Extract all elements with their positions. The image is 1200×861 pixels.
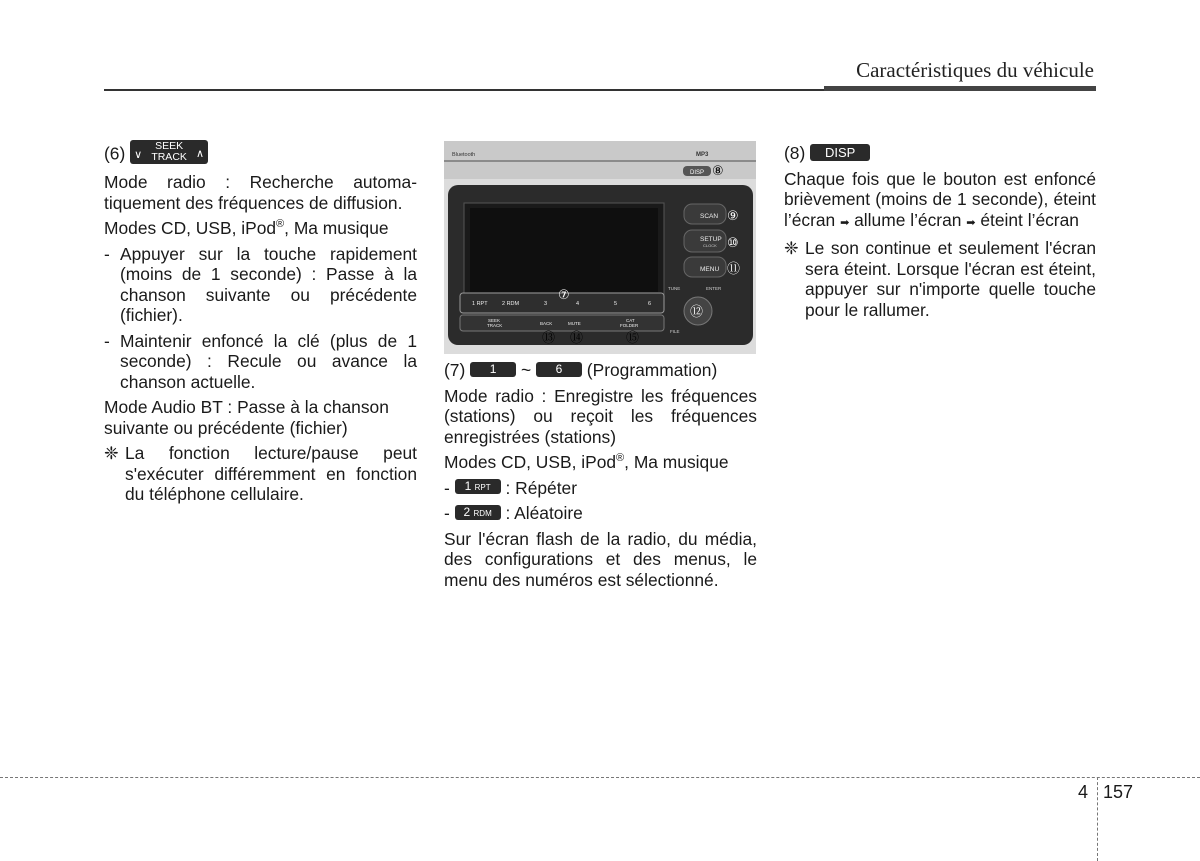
- arrow-right-icon: ➡: [966, 216, 976, 229]
- page-number: 157: [1103, 782, 1134, 802]
- radio-mode-text: Mode radio : Recherche automa-tiquement des fréquences de diffusion.: [104, 172, 417, 213]
- list-item: - Appuyer sur la touche rapidement (moins de 1 seconde) : Passe à la chanson suivante ou précédente (fichier).: [104, 243, 417, 325]
- column-right: [784, 143, 1096, 325]
- preset-2: 2 RDM: [502, 301, 520, 307]
- arrow-right-icon: ➡: [840, 216, 850, 229]
- column-middle: [444, 360, 757, 595]
- preset-5: 5: [614, 301, 618, 307]
- preset-4: 4: [576, 301, 580, 307]
- modes-text: Modes CD, USB, iPod®, Ma musique: [104, 218, 389, 238]
- item6-heading: (6) ∨ SEEK TRACK ∧: [104, 143, 417, 167]
- flash-text: Sur l'écran flash de la radio, du média, des configurations et des menus, le menu des numéros est sélectionné.: [444, 528, 757, 590]
- callout-8: ⑧: [712, 164, 724, 179]
- folder-label: FOLDER: [620, 323, 639, 328]
- preset-6-button-icon: 6: [536, 362, 582, 377]
- column-left: [104, 140, 417, 510]
- footer-divider: [1097, 777, 1098, 861]
- mp3-label: MP3: [696, 152, 709, 158]
- cat-label: CAT: [626, 318, 635, 323]
- repeat-item: - 1 RPT : Répéter: [444, 477, 578, 498]
- menu-label: MENU: [700, 266, 720, 273]
- modes-text: Modes CD, USB, iPod®, Ma musique: [444, 452, 729, 472]
- item8-heading: (8) DISP: [784, 143, 1096, 164]
- radio-unit-illustration: [444, 141, 756, 354]
- tune-label: TUNE: [668, 286, 681, 291]
- back-label: BACK: [540, 321, 553, 326]
- note: ❈ La fonction lecture/pause peut s'exécuter différemment en fonction du téléphone cellulaire.: [104, 443, 417, 504]
- callout-14: ⑭: [570, 331, 584, 346]
- bt-mode-text: Mode Audio BT : Passe à la chanson suivante ou précédente (fichier): [104, 397, 389, 438]
- callout-10: ⑩: [727, 236, 739, 251]
- rpt-button-icon: 1 RPT: [455, 479, 501, 494]
- scan-label: SCAN: [700, 213, 719, 220]
- disp-description: Chaque fois que le bouton est enfoncé brièvement (moins de 1 seconde), éteint l’écran ➡ allume l’écran ➡ éteint l’écran: [784, 168, 1096, 230]
- seek-track-button-icon: ∨ SEEK TRACK ∧: [130, 140, 208, 164]
- callout-9: ⑨: [727, 209, 739, 224]
- clock-label: CLOCK: [703, 243, 717, 248]
- disp-label: DISP: [690, 170, 705, 176]
- list-item: - Maintenir enfoncé la clé (plus de 1 seconde) : Recule ou avance la chanson actuelle.: [104, 330, 417, 392]
- preset-3: 3: [544, 301, 548, 307]
- disp-button-icon: DISP: [810, 144, 870, 161]
- chevron-down-icon: ∨: [134, 149, 143, 161]
- callout-11: ⑪: [727, 262, 741, 277]
- callout-7: ⑦: [558, 288, 570, 303]
- seek-label: SEEK: [488, 318, 501, 323]
- rdm-button-icon: 2 RDM: [455, 505, 501, 520]
- mute-label: MUTE: [568, 321, 581, 326]
- preset-6: 6: [648, 301, 652, 307]
- note: ❈ Le son continue et seulement l'écran sera éteint. Lorsque l'écran est éteint, appuyer sur n'importe quelle touche pour le rallumer.: [784, 238, 1096, 320]
- radio-mode-text: Mode radio : Enregistre les fréquences (stations) ou reçoit les fréquences enregistrées (stations): [444, 385, 757, 447]
- chevron-up-icon: ∧: [196, 148, 205, 160]
- preset-1-button-icon: 1: [470, 362, 516, 377]
- callout-15: ⑮: [626, 331, 640, 346]
- note-asterisk-icon: ❈: [104, 443, 119, 463]
- preset-1: 1 RPT: [472, 301, 488, 307]
- setup-label: SETUP: [700, 236, 722, 243]
- item7-heading: (7) 1 ~ 6 (Programmation): [444, 360, 718, 380]
- callout-12: ⑫: [690, 305, 704, 320]
- track-label: TRACK: [487, 323, 503, 328]
- radio-drawing: [444, 141, 756, 354]
- file-label: FILE: [670, 329, 680, 334]
- bluetooth-label: Bluetooth: [452, 152, 476, 158]
- page-header-title: Caractéristiques du véhicule: [856, 58, 1094, 82]
- callout-13: ⑬: [542, 331, 556, 346]
- header-rule-accent: [824, 86, 1096, 91]
- enter-label: ENTER: [706, 286, 722, 291]
- note-asterisk-icon: ❈: [784, 238, 799, 258]
- random-item: - 2 RDM : Aléatoire: [444, 503, 583, 523]
- footer-rule: [0, 777, 1200, 778]
- chapter-number: 4: [1078, 782, 1089, 802]
